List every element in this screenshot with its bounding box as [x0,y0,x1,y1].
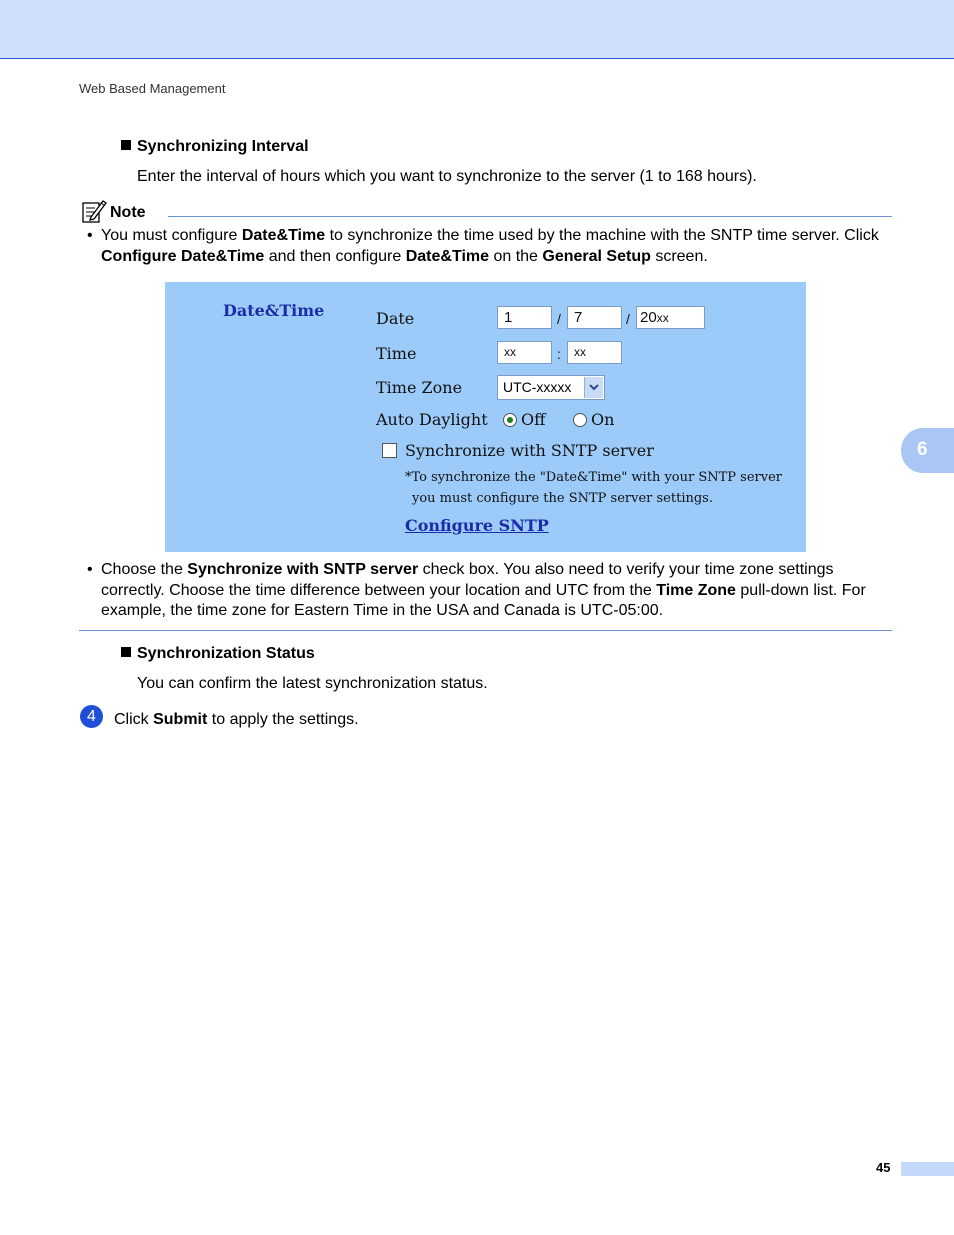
chevron-down-icon[interactable] [584,377,603,398]
timezone-label: Time Zone [376,378,463,397]
note-rule [168,216,892,217]
daylight-off-label: Off [521,410,546,429]
daylight-on-radio[interactable] [573,413,587,427]
sntp-note-line-2: you must configure the SNTP server settings. [412,491,713,506]
date-label: Date [376,309,415,328]
daylight-on-label: On [591,410,615,429]
sntp-sync-label: Synchronize with SNTP server [405,441,654,460]
header-band [0,0,954,59]
datetime-settings-screenshot [165,282,806,552]
chapter-tab [901,428,954,473]
step-number-badge: 4 [80,705,103,728]
sync-interval-text: Enter the interval of hours which you want to synchronize to the server (1 to 168 hours). [137,168,757,185]
bullet-dot: • [87,561,93,578]
section-heading-sync-interval: Synchronizing Interval [121,138,309,156]
note-bullet-1 [87,226,897,267]
daylight-off-radio[interactable] [503,413,517,427]
note-label: Note [110,204,146,221]
note-bullet-2 [87,560,897,622]
footer-band [901,1162,954,1176]
time-label: Time [376,344,417,363]
chapter-number: 6 [917,439,928,460]
note-end-rule [79,630,892,631]
auto-daylight-label: Auto Daylight [376,410,488,429]
timezone-select[interactable] [497,375,605,400]
date-day-field[interactable]: 7 [567,306,622,329]
sntp-note-line-1: *To synchronize the "Date&Time" with your SNTP server [405,470,782,485]
date-year-field[interactable]: 20xx [636,306,705,329]
square-bullet-icon [121,140,131,150]
note-bullet-2-text: Choose the Synchronize with SNTP server check box. You also need to verify your time zone settings correctly. Choose the time difference between your location and UTC from the Time Zone pull-down list. For example, the time zone for Eastern Time in the USA and Canada is UTC-05:00. [101,561,866,619]
page-number: 45 [876,1160,891,1175]
square-bullet-icon [121,647,131,657]
date-separator: / [557,311,561,327]
screenshot-heading: Date&Time [223,301,325,320]
date-month-field[interactable]: 1 [497,306,552,329]
step-text: Click Submit to apply the settings. [114,711,359,728]
note-bullet-1-text: You must configure Date&Time to synchronize the time used by the machine with the SNTP time server. Click Configure Date&Time and then configure Date&Time on the General Setup screen. [101,227,879,265]
sntp-sync-checkbox[interactable] [382,443,397,458]
running-title: Web Based Management [79,81,226,96]
sync-status-text: You can confirm the latest synchronization status. [137,675,488,692]
timezone-value: UTC-xxxxx [503,379,572,395]
configure-sntp-link[interactable]: Configure SNTP [405,516,549,535]
note-pencil-icon [81,198,107,224]
time-hour-field[interactable]: xx [497,341,552,364]
section-heading-sync-status: Synchronization Status [121,645,315,663]
date-separator: / [626,311,630,327]
time-separator: : [557,346,561,362]
bullet-dot: • [87,227,93,244]
time-minute-field[interactable]: xx [567,341,622,364]
